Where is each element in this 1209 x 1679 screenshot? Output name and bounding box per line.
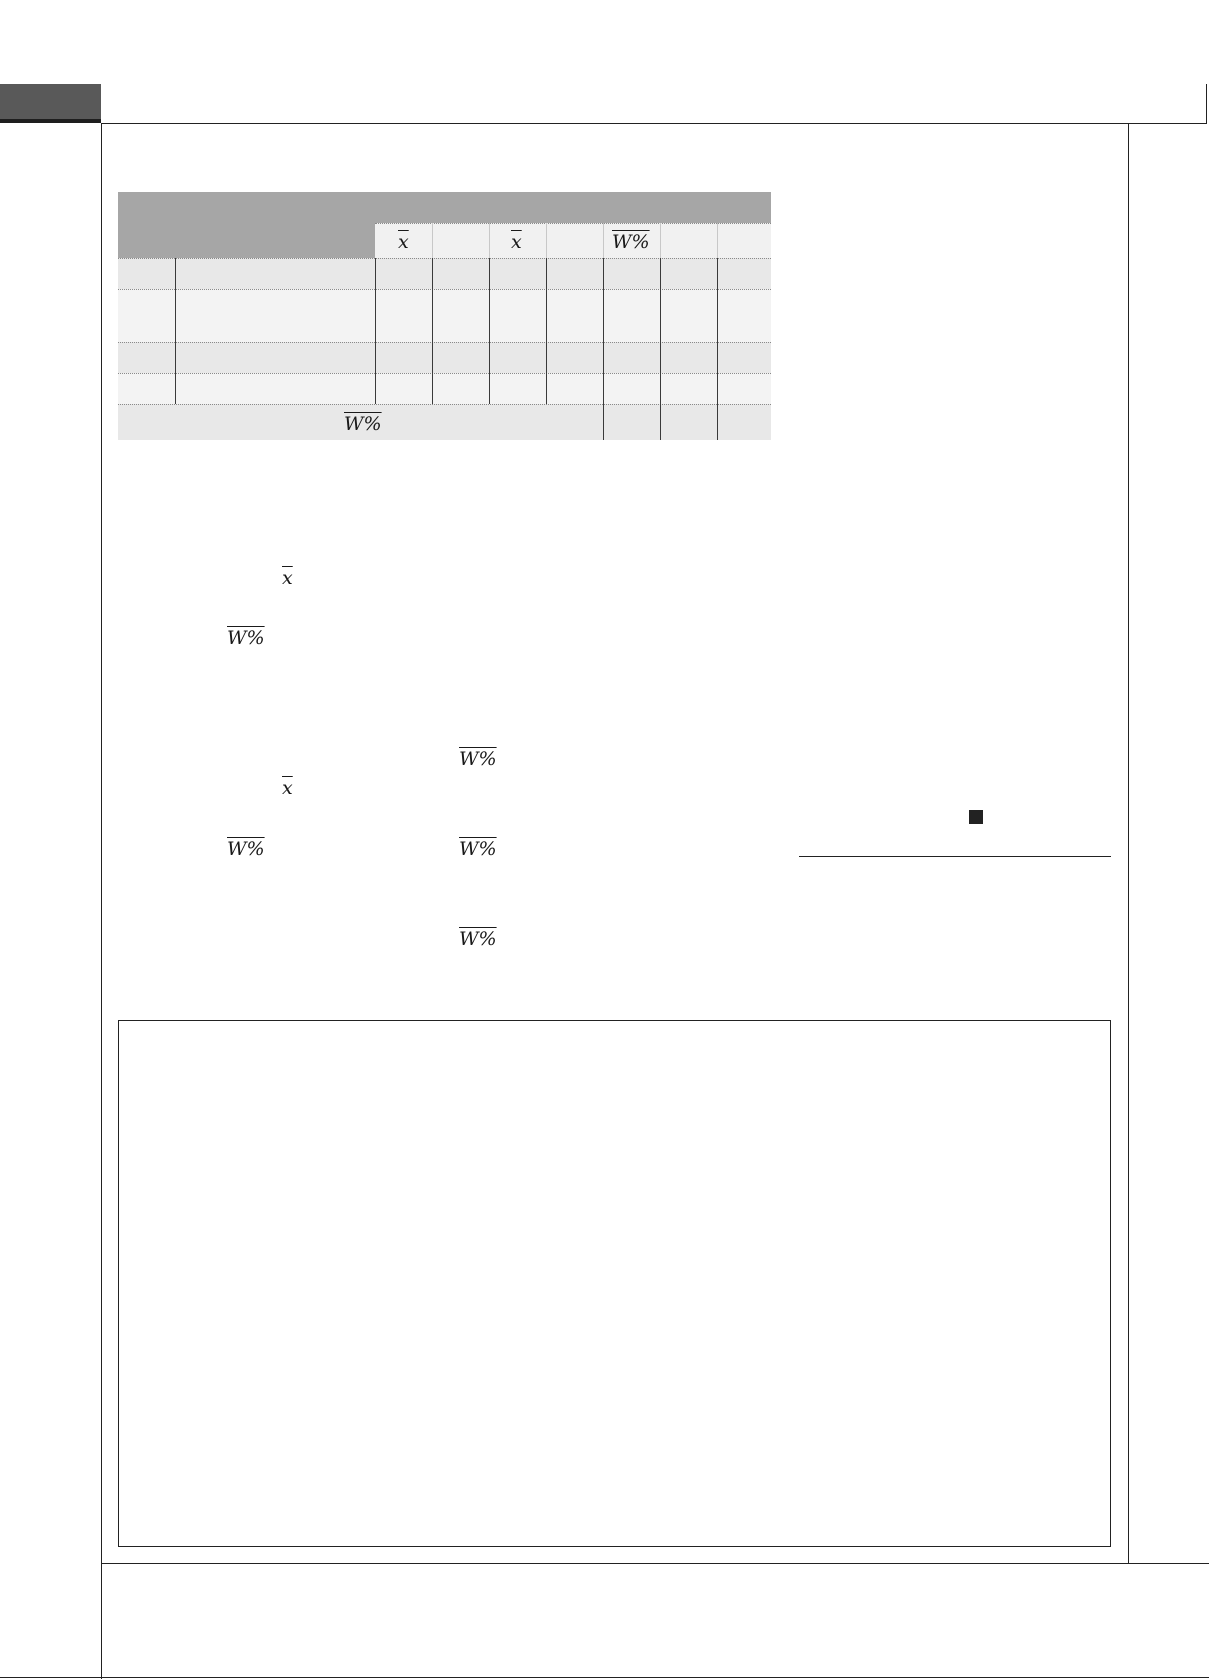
subheader-mean-2: $\overline{x}$: [511, 231, 522, 253]
column-divider: [489, 258, 490, 404]
body-mean-symbol: $\overline{x}$: [282, 777, 293, 799]
boxed-panel: [118, 1020, 1111, 1547]
header-dotted-divider: [375, 223, 771, 224]
column-divider: [375, 258, 376, 404]
header-cell-index: [118, 192, 175, 258]
subheader-divider: [432, 223, 433, 258]
column-divider: [603, 258, 604, 440]
subheader-mean-1: $\overline{x}$: [398, 231, 409, 253]
table-row: [118, 342, 771, 373]
table-footer-row: [118, 404, 771, 440]
row-divider: [118, 342, 771, 343]
header-rule: [101, 123, 1206, 124]
body-weight-percent-symbol: W%: [459, 928, 497, 950]
subheader-row: [375, 223, 771, 258]
top-right-tick: [1206, 84, 1207, 124]
subheader-divider: [489, 223, 490, 258]
sidebar-rule: [799, 856, 1111, 857]
subheader-divider: [603, 223, 604, 258]
body-mean-symbol: $\overline{x}$: [282, 567, 293, 589]
subheader-divider: [546, 223, 547, 258]
bottom-rule: [0, 1677, 1209, 1678]
body-weight-percent-symbol: W%: [459, 748, 497, 770]
column-divider: [717, 258, 718, 440]
table-row: [118, 258, 771, 289]
header-cell-name: [175, 192, 375, 258]
end-of-section-square-icon: [969, 810, 983, 824]
column-divider: [660, 258, 661, 440]
chapter-tab-bar: [0, 119, 101, 123]
header-group-2: [489, 192, 771, 223]
data-table: [118, 192, 771, 440]
column-divider: [175, 258, 176, 404]
table-row: [118, 289, 771, 342]
row-divider: [118, 373, 771, 374]
body-weight-percent-symbol: W%: [227, 627, 265, 649]
body-weight-percent-symbol: W%: [227, 838, 265, 860]
row-divider: [118, 289, 771, 290]
column-divider: [546, 258, 547, 404]
chapter-tab: [0, 84, 101, 123]
subheader-divider: [660, 223, 661, 258]
footer-rule: [101, 1563, 1209, 1564]
row-divider: [118, 404, 771, 405]
header-group-1: [375, 192, 489, 223]
subheader-divider: [717, 223, 718, 258]
column-divider: [432, 258, 433, 404]
table-row: [118, 373, 771, 404]
row-divider: [118, 258, 771, 259]
body-weight-percent-symbol: W%: [459, 838, 497, 860]
subheader-weight-percent: W%: [612, 231, 650, 253]
right-margin-rule: [1128, 123, 1129, 1563]
footer-weight-percent-label: W%: [344, 413, 382, 435]
left-margin-rule: [101, 123, 102, 1679]
